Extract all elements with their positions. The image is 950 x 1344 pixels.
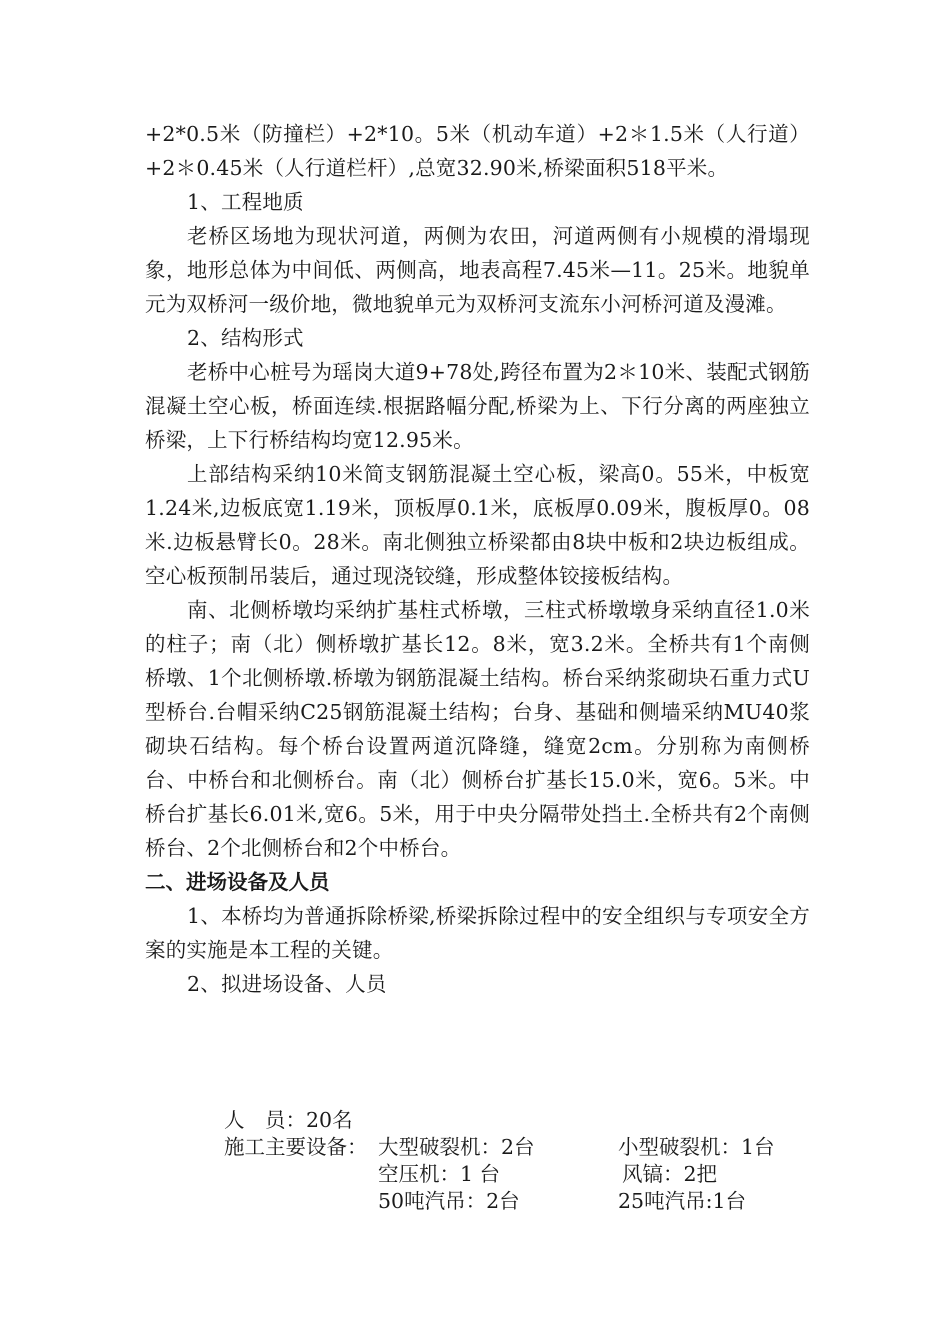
equipment-air-pick: 风镐：2把 xyxy=(622,1162,718,1186)
heading-geology: 1、工程地质 xyxy=(187,190,304,214)
equipment-50t-crane: 50吨汽吊：2台 xyxy=(378,1189,520,1213)
paragraph-dimensions: +2*0.5米（防撞栏）+2*10。5米（机动车道）+2＊1.5米（人行道）+2＊0.45米（人行道栏杆）,总宽32.90米,桥梁面积518平米。 xyxy=(145,122,810,180)
paragraph-structure: 老桥中心桩号为瑶岗大道9+78处,跨径布置为2＊10米、装配式钢筋混凝土空心板，桥面连续.根据路幅分配,桥梁为上、下行分离的两座独立桥梁，上下行桥结构均宽12.95米。 xyxy=(145,360,810,452)
personnel-count: 人 员：20名 xyxy=(224,1108,353,1132)
equipment-25t-crane: 25吨汽吊:1台 xyxy=(618,1189,747,1213)
paragraph-demolition: 1、本桥均为普通拆除桥梁,桥梁拆除过程中的安全组织与专项安全方案的实施是本工程的关键。 xyxy=(145,904,810,962)
heading-planned-equipment: 2、拟进场设备、人员 xyxy=(187,972,387,996)
heading-structure: 2、结构形式 xyxy=(187,326,304,350)
equipment-air-compressor: 空压机：1 台 xyxy=(378,1162,501,1186)
paragraph-substructure: 南、北侧桥墩均采纳扩基柱式桥墩，三柱式桥墩墩身采纳直径1.0米的柱子；南（北）侧桥墩扩基长12。8米，宽3.2米。全桥共有1个南侧桥墩、1个北侧桥墩.桥墩为钢筋混凝土结构。桥台采纳浆砌块石重力式U型桥台.台帽采纳C25钢筋混凝土结构；台身、基础和侧墙采纳MU40浆砌块石结构。每个桥台设置两道沉降缝，缝宽2cm。分别称为南侧桥台、中桥台和北侧桥台。南（北）侧桥台扩基长15.0米，宽6。5米。中桥台扩基长6.01米,宽6。5米，用于中央分隔带处挡土.全桥共有2个南侧桥台、2个北侧桥台和2个中桥台。 xyxy=(145,598,810,860)
document-body xyxy=(145,117,810,1001)
main-equipment-label: 施工主要设备： xyxy=(224,1135,368,1159)
section-heading-equipment-personnel: 二、进场设备及人员 xyxy=(145,870,330,894)
paragraph-geology: 老桥区场地为现状河道，两侧为农田，河道两侧有小规模的滑塌现象，地形总体为中间低、两侧高，地表高程7.45米—11。25米。地貌单元为双桥河一级价地，微地貌单元为双桥河支流东小河桥河道及漫滩。 xyxy=(145,224,810,316)
equipment-large-breaker: 大型破裂机：2台 xyxy=(378,1135,535,1159)
equipment-small-breaker: 小型破裂机：1台 xyxy=(618,1135,775,1159)
paragraph-superstructure: 上部结构采纳10米简支钢筋混凝土空心板，梁高0。55米，中板宽1.24米,边板底宽1.19米，顶板厚0.1米，底板厚0.09米，腹板厚0。08米.边板悬臂长0。28米。南北侧独立桥梁都由8块中板和2块边板组成。空心板预制吊装后，通过现浇铰缝，形成整体铰接板结构。 xyxy=(145,462,810,588)
